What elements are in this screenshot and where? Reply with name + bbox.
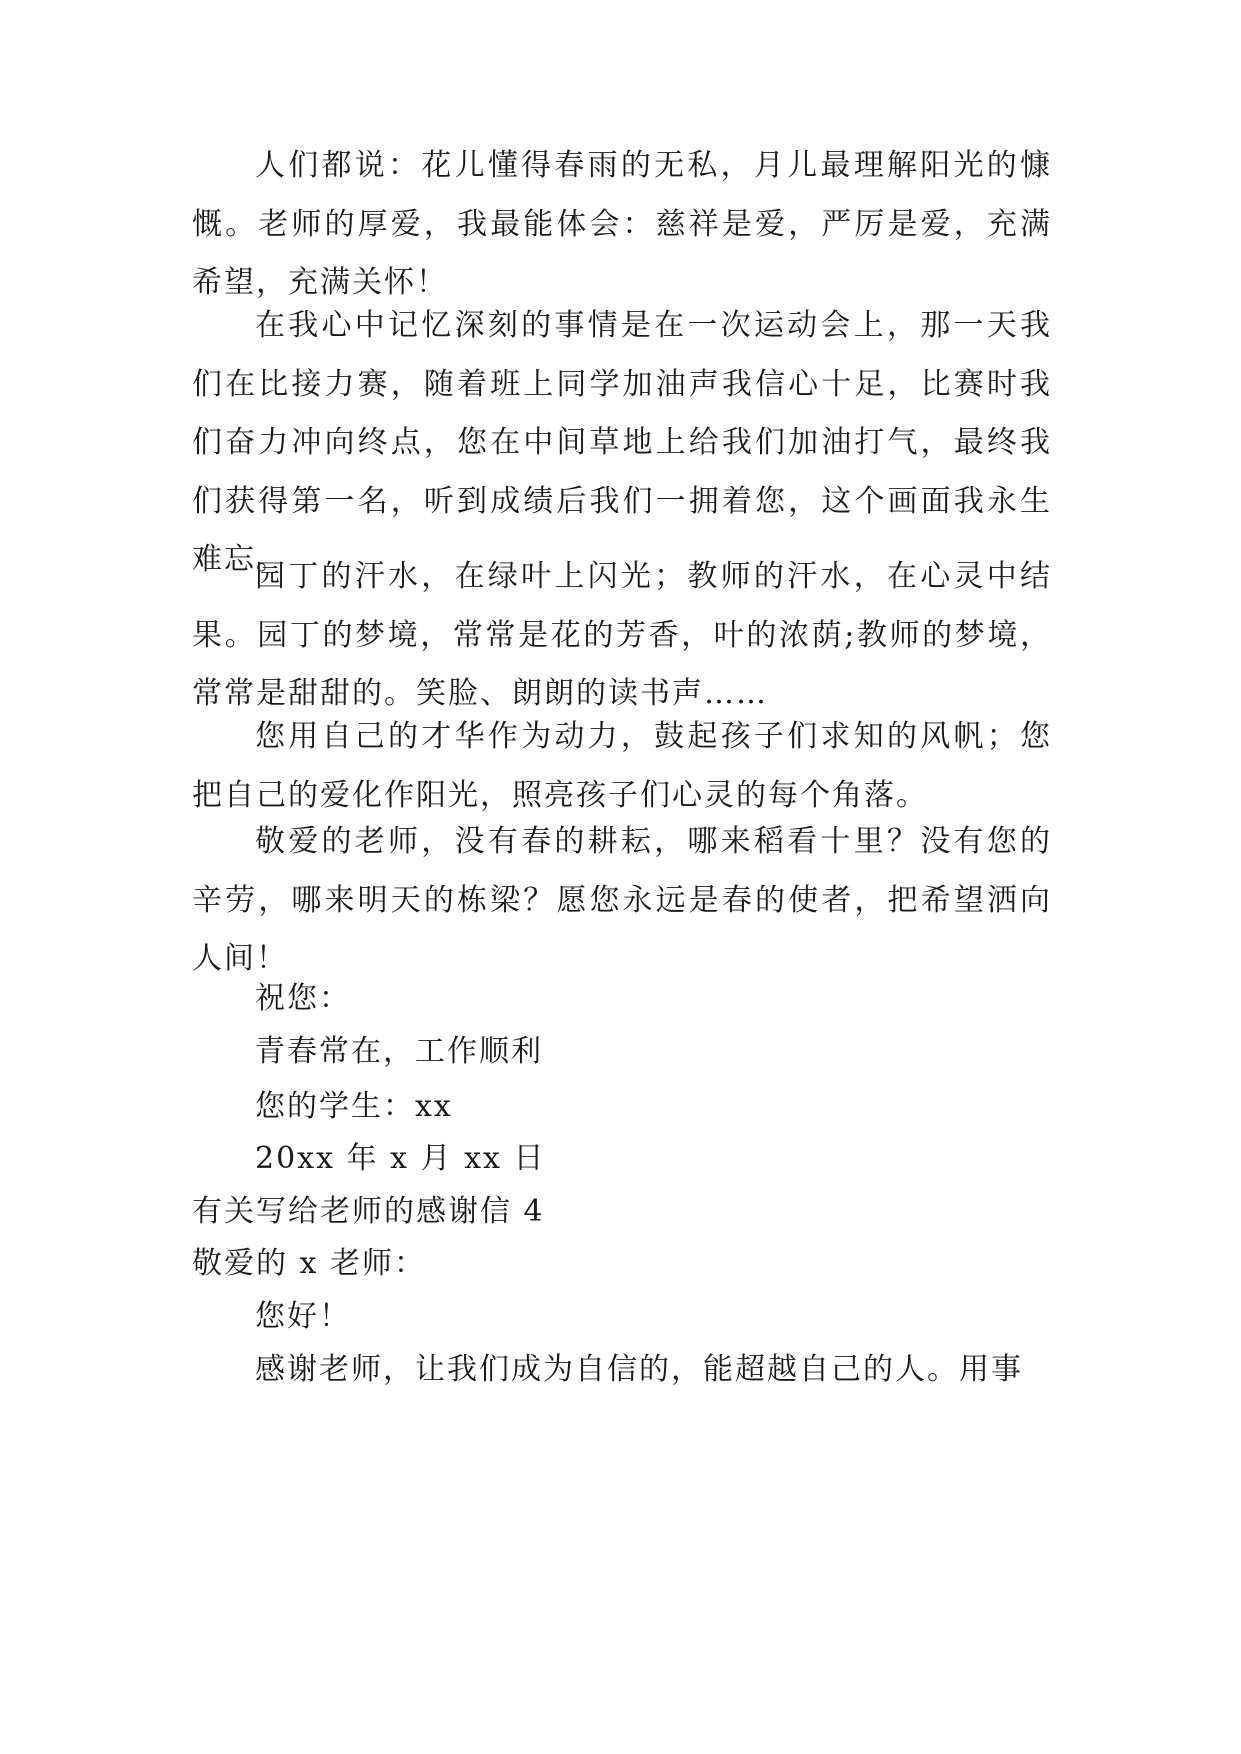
- date-text: 20xx 年 x 月 xx 日: [255, 1141, 546, 1176]
- paragraph-2: [192, 297, 1052, 590]
- greeting: [192, 1288, 1052, 1347]
- salutation: [192, 1235, 1052, 1294]
- closing-blessing-text: 青春常在，工作顺利: [255, 1034, 543, 1069]
- body-first-line-text: 感谢老师，让我们成为自信的，能超越自己的人。用事: [255, 1352, 1023, 1387]
- paragraph-5: [192, 813, 1052, 989]
- paragraph-text: 敬爱的老师，没有春的耕耘，哪来稻看十里？没有您的辛劳，哪来明天的栋梁？愿您永远是春的使者，把希望洒向人间！: [192, 824, 1052, 976]
- closing-wish-text: 祝您：: [255, 981, 351, 1016]
- signature-text: 您的学生：xx: [255, 1089, 453, 1124]
- paragraph-text: 人们都说：花儿懂得春雨的无私，月儿最理解阳光的慷慨。老师的厚爱，我最能体会：慈祥是爱，严厉是爱，充满希望，充满关怀！: [192, 148, 1052, 300]
- paragraph-text: 您用自己的才华作为动力，鼓起孩子们求知的风帆；您把自己的爱化作阳光，照亮孩子们心灵的每个角落。: [192, 719, 1052, 813]
- letter-title: [192, 1183, 1052, 1242]
- greeting-text: 您好！: [255, 1299, 351, 1334]
- paragraph-text: 在我心中记忆深刻的事情是在一次运动会上，那一天我们在比接力赛，随着班上同学加油声我信心十足，比赛时我们奋力冲向终点，您在中间草地上给我们加油打气，最终我们获得第一名，听到成绩后我们一拥着您，这个画面我永生难忘。: [192, 308, 1052, 577]
- paragraph-text: 园丁的汗水，在绿叶上闪光；教师的汗水，在心灵中结果。园丁的梦境，常常是花的芳香，叶的浓荫;教师的梦境，常常是甜甜的。笑脸、朗朗的读书声……: [192, 559, 1052, 711]
- paragraph-4: [192, 708, 1052, 825]
- closing-blessing: [192, 1023, 1052, 1082]
- letter-title-text: 有关写给老师的感谢信 4: [192, 1194, 545, 1229]
- paragraph-3: [192, 548, 1052, 724]
- paragraph-1: [192, 137, 1052, 313]
- closing-wish: [192, 970, 1052, 1029]
- salutation-text: 敬爱的 x 老师：: [192, 1246, 426, 1281]
- date: [192, 1130, 1052, 1189]
- body-first-line: [192, 1341, 1052, 1400]
- signature: [192, 1078, 1052, 1137]
